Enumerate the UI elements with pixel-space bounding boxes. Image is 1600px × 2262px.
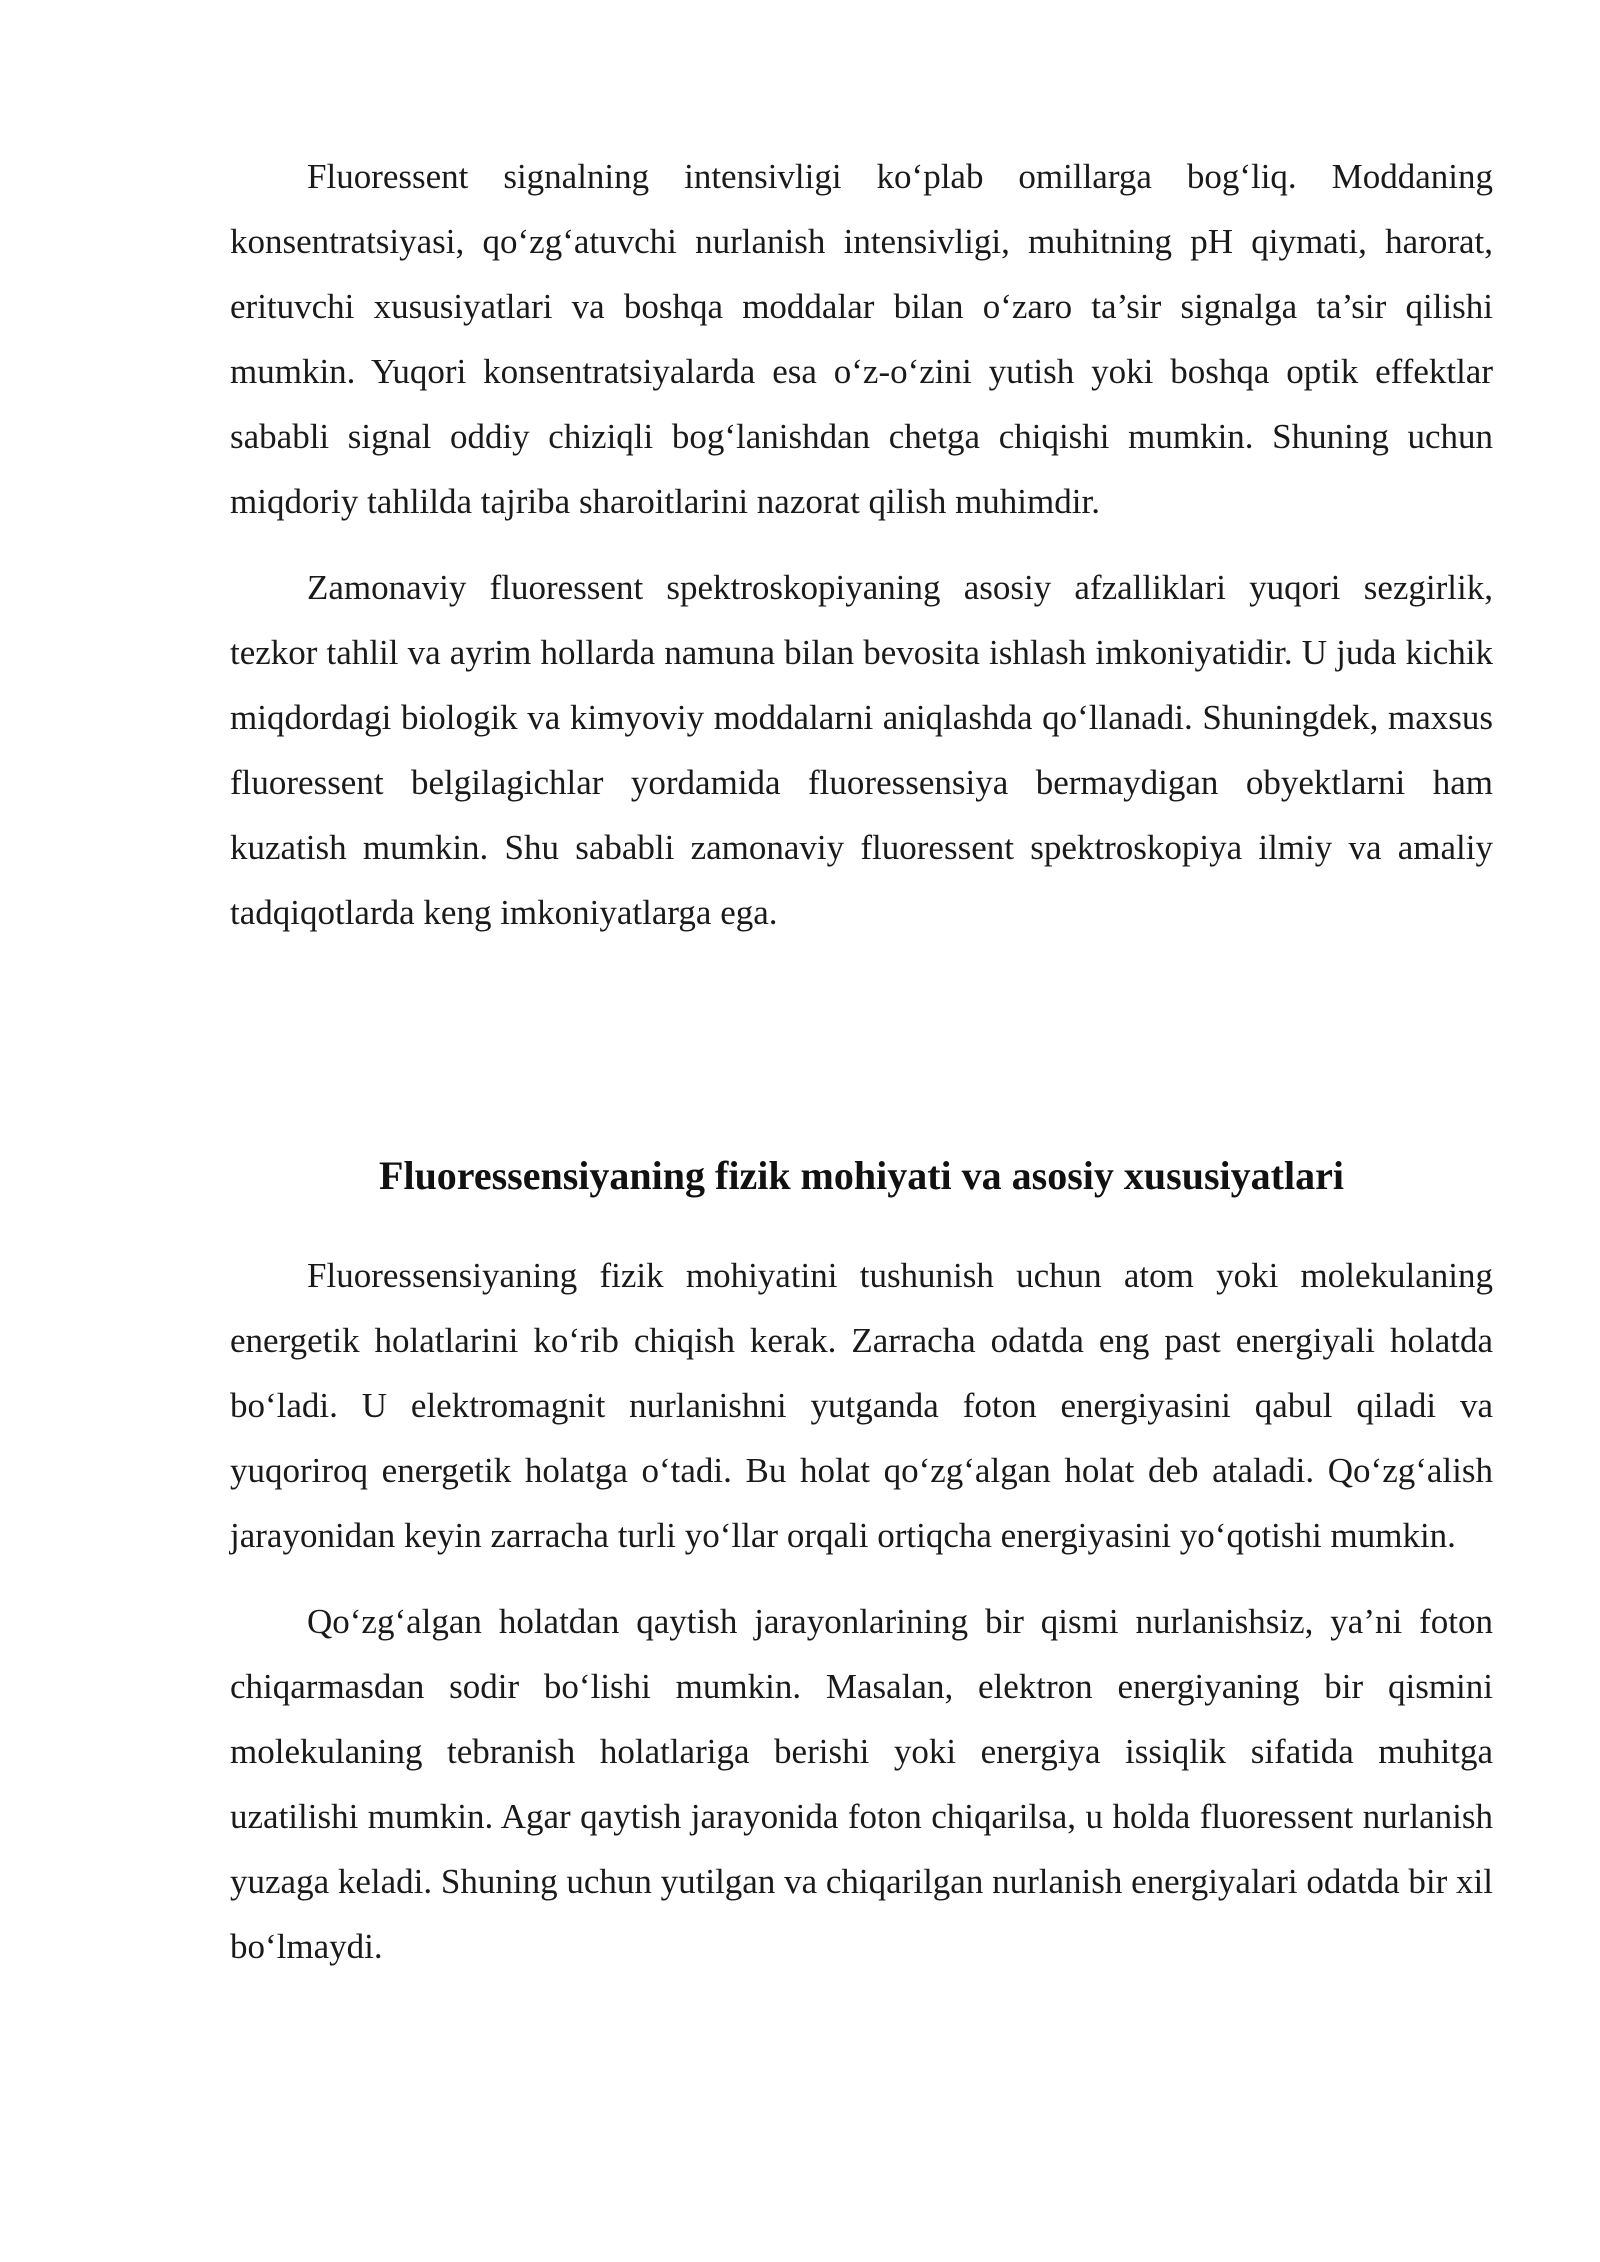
body-paragraph: Fluoressensiyaning fizik mohiyatini tushunish uchun atom yoki molekulaning energetik holatlarini ko‘rib chiqish kerak. Zarracha odatda eng past energiyali holatda bo‘ladi. U elektromagnit nurlanishni yutganda foton energiyasini qabul qiladi va yuqoriroq energetik holatga o‘tadi. Bu holat qo‘zg‘algan holat deb ataladi. Qo‘zg‘alish jarayonidan keyin zarracha turli yo‘llar orqali ortiqcha energiyasini yo‘qotishi mumkin. bbox=[230, 1256, 1493, 1555]
section-top bbox=[230, 144, 1493, 945]
section-bottom bbox=[230, 1243, 1493, 1979]
body-paragraph: Zamonaviy fluoressent spektroskopiyaning asosiy afzalliklari yuqori sezgirlik, tezkor tahlil va ayrim hollarda namuna bilan bevosita ishlash imkoniyatidir. U juda kichik miqdordagi biologik va kimyoviy moddalarni aniqlashda qo‘llanadi. Shuningdek, maxsus fluoressent belgilagichlar yordamida fluoressensiya bermaydigan obyektlarni ham kuzatish mumkin. Shu sababli zamonaviy fluoressent spektroskopiya ilmiy va amaliy tadqiqotlarda keng imkoniyatlarga ega. bbox=[230, 568, 1493, 932]
body-paragraph: Fluoressent signalning intensivligi ko‘plab omillarga bog‘liq. Moddaning konsentratsiyasi, qo‘zg‘atuvchi nurlanish intensivligi, muhitning pH qiymati, harorat, erituvchi xususiyatlari va boshqa moddalar bilan o‘zaro ta’sir signalga ta’sir qilishi mumkin. Yuqori konsentratsiyalarda esa o‘z-o‘zini yutish yoki boshqa optik effektlar sababli signal oddiy chiziqli bog‘lanishdan chetga chiqishi mumkin. Shuning uchun miqdoriy tahlilda tajriba sharoitlarini nazorat qilish muhimdir. bbox=[230, 157, 1493, 521]
body-paragraph: Qo‘zg‘algan holatdan qaytish jarayonlarining bir qismi nurlanishsiz, ya’ni foton chiqarmasdan sodir bo‘lishi mumkin. Masalan, elektron energiyaning bir qismini molekulaning tebranish holatlariga berishi yoki energiya issiqlik sifatida muhitga uzatilishi mumkin. Agar qaytish jarayonida foton chiqarilsa, u holda fluoressent nurlanish yuzaga keladi. Shuning uchun yutilgan va chiqarilgan nurlanish energiyalari odatda bir xil bo‘lmaydi. bbox=[230, 1602, 1493, 1966]
section-heading: Fluoressensiyaning fizik mohiyati va asosiy xususiyatlari bbox=[379, 1153, 1344, 1198]
